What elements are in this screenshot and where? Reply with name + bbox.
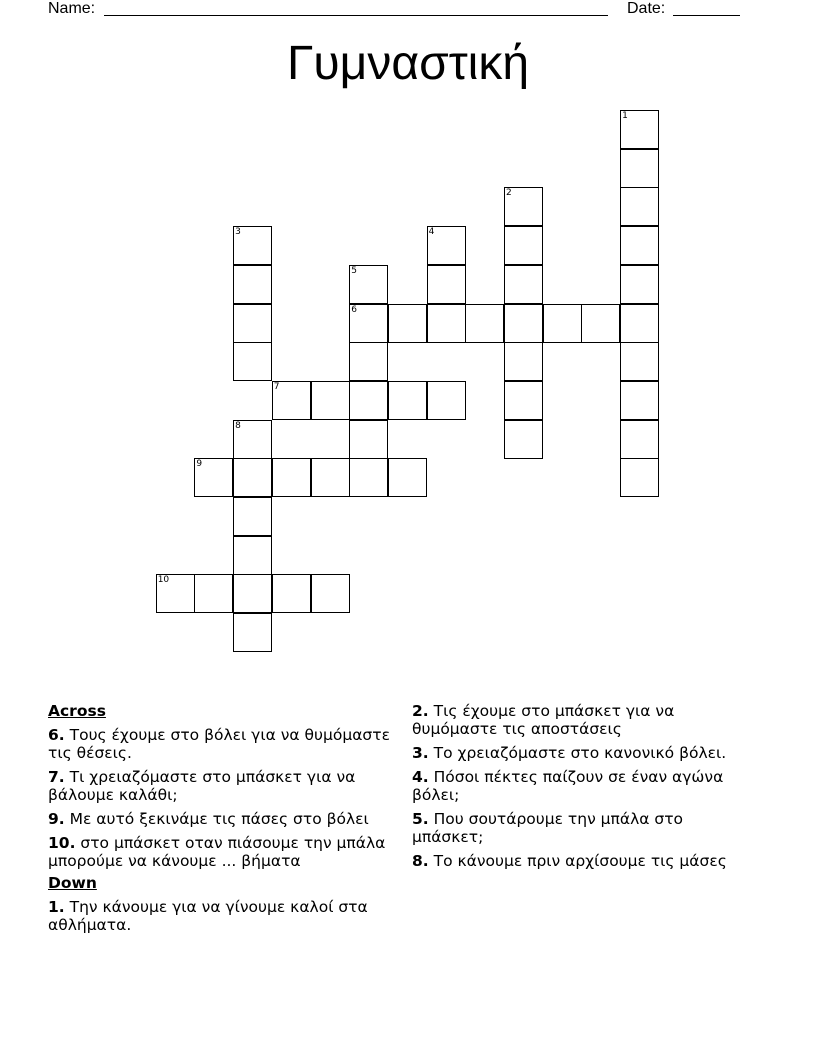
grid-cell[interactable] bbox=[349, 304, 388, 343]
grid-cell[interactable] bbox=[233, 613, 272, 652]
clue-number: 6 bbox=[351, 304, 357, 315]
grid-cell[interactable] bbox=[272, 458, 311, 497]
grid-cell[interactable] bbox=[233, 304, 272, 343]
clue-number: 3 bbox=[235, 227, 241, 238]
grid-cell[interactable] bbox=[349, 420, 388, 459]
grid-cell[interactable] bbox=[349, 458, 388, 497]
grid-cell[interactable] bbox=[349, 342, 388, 381]
across-heading: Across bbox=[48, 702, 106, 720]
grid-cell[interactable] bbox=[233, 342, 272, 381]
clue bbox=[48, 726, 398, 762]
grid-cell[interactable] bbox=[233, 536, 272, 575]
clue-text: Τις έχουμε στο μπάσκετ για να θυμόμαστε τις αποστάσεις bbox=[412, 702, 675, 738]
down-heading: Down bbox=[48, 874, 97, 892]
grid-cell[interactable] bbox=[504, 304, 543, 343]
grid-cell[interactable] bbox=[349, 265, 388, 304]
grid-cell[interactable] bbox=[504, 420, 543, 459]
grid-cell[interactable] bbox=[504, 187, 543, 226]
clue-number: 1 bbox=[622, 111, 628, 121]
grid-cell[interactable] bbox=[349, 381, 388, 420]
clue-text: Το κάνουμε πριν αρχίσουμε τις μάσες bbox=[428, 852, 727, 870]
clue bbox=[48, 768, 398, 804]
grid-cell[interactable] bbox=[620, 110, 659, 149]
grid-cell[interactable] bbox=[388, 381, 427, 420]
clue bbox=[48, 834, 398, 870]
clues-left-column bbox=[48, 702, 398, 940]
clue-number: 6. bbox=[48, 726, 65, 744]
clue-text: Την κάνουμε για να γίνουμε καλοί στα αθλήματα. bbox=[48, 898, 368, 934]
grid-cell[interactable] bbox=[581, 304, 620, 343]
clue-text: Με αυτό ξεκινάμε τις πάσες στο βόλει bbox=[64, 810, 369, 828]
grid-cell[interactable] bbox=[543, 304, 582, 343]
grid-cell[interactable] bbox=[194, 458, 233, 497]
clue-number: 4. bbox=[412, 768, 429, 786]
grid-cell[interactable] bbox=[620, 187, 659, 226]
clue-text: Που σουτάρουμε την μπάλα στο μπάσκετ; bbox=[412, 810, 684, 846]
grid-cell[interactable] bbox=[504, 342, 543, 381]
clue-number: 10 bbox=[157, 575, 170, 586]
grid-cell[interactable] bbox=[620, 226, 659, 265]
grid-cell[interactable] bbox=[620, 304, 659, 343]
down-clue-list bbox=[48, 898, 398, 934]
grid-cell[interactable] bbox=[233, 497, 272, 536]
clue bbox=[412, 768, 752, 804]
grid-cell[interactable] bbox=[272, 381, 311, 420]
grid-cell[interactable] bbox=[233, 265, 272, 304]
grid-cell[interactable] bbox=[620, 420, 659, 459]
clue-text: Πόσοι πέκτες παίζουν σε έναν αγώνα βόλει; bbox=[412, 768, 724, 804]
grid-cell[interactable] bbox=[427, 226, 466, 265]
clue bbox=[48, 810, 398, 828]
clue bbox=[412, 702, 752, 738]
clue bbox=[412, 810, 752, 846]
grid-cell[interactable] bbox=[388, 304, 427, 343]
date-label: Date: bbox=[627, 0, 666, 17]
grid-cell[interactable] bbox=[233, 420, 272, 459]
grid-cell[interactable] bbox=[233, 574, 272, 613]
grid-cell[interactable] bbox=[311, 458, 350, 497]
clue-number: 7 bbox=[273, 381, 280, 392]
clue-number: 9. bbox=[48, 810, 65, 828]
name-label: Name: bbox=[48, 0, 96, 17]
grid-cell[interactable] bbox=[427, 381, 466, 420]
clue-text: Τι χρειαζόμαστε στο μπάσκετ για να βάλουμε καλάθι; bbox=[48, 768, 356, 804]
clue-number: 4 bbox=[428, 227, 435, 238]
clue-number: 3. bbox=[412, 744, 429, 762]
grid-cell[interactable] bbox=[233, 226, 272, 265]
grid-cell[interactable] bbox=[620, 381, 659, 420]
grid-cell[interactable] bbox=[427, 265, 466, 304]
clue-number: 5 bbox=[351, 265, 357, 276]
clue-number: 2 bbox=[506, 188, 512, 199]
grid-cell[interactable] bbox=[156, 574, 195, 613]
clue-text: Τους έχουμε στο βόλει για να θυμόμαστε τις θέσεις. bbox=[48, 726, 390, 762]
across-clue-list bbox=[48, 726, 398, 870]
clue bbox=[48, 898, 398, 934]
clue-number: 7. bbox=[48, 768, 65, 786]
grid-cell[interactable] bbox=[620, 458, 659, 497]
grid-cell[interactable] bbox=[311, 381, 350, 420]
clues-right-column bbox=[412, 702, 752, 876]
clue-text: στο μπάσκετ οταν πιάσουμε την μπάλα μπορούμε να κάνουμε ... βήματα bbox=[48, 834, 386, 870]
grid-cell[interactable] bbox=[388, 458, 427, 497]
grid-cell[interactable] bbox=[504, 381, 543, 420]
down-clue-list-continued bbox=[412, 702, 752, 870]
clue-text: Το χρειαζόμαστε στο κανονικό βόλει. bbox=[428, 744, 727, 762]
grid-cell[interactable] bbox=[504, 265, 543, 304]
clue-number: 8. bbox=[412, 852, 429, 870]
grid-cell[interactable] bbox=[504, 226, 543, 265]
grid-cell[interactable] bbox=[620, 149, 659, 188]
clue-number: 10. bbox=[48, 834, 76, 852]
grid-cell[interactable] bbox=[620, 342, 659, 381]
clue bbox=[412, 852, 752, 870]
clue-number: 9 bbox=[196, 459, 203, 470]
page-title: Γυμναστική bbox=[286, 37, 530, 90]
grid-cell[interactable] bbox=[272, 574, 311, 613]
clue-number: 1. bbox=[48, 898, 65, 916]
clue-number: 8 bbox=[235, 420, 241, 431]
grid-cell[interactable] bbox=[620, 265, 659, 304]
clue-number: 2. bbox=[412, 702, 429, 720]
clue bbox=[412, 744, 752, 762]
grid-cell[interactable] bbox=[465, 304, 504, 343]
clue-number: 5. bbox=[412, 810, 429, 828]
grid-cell[interactable] bbox=[194, 574, 233, 613]
grid-cell[interactable] bbox=[311, 574, 350, 613]
grid-cell[interactable] bbox=[233, 458, 272, 497]
grid-cell[interactable] bbox=[427, 304, 466, 343]
